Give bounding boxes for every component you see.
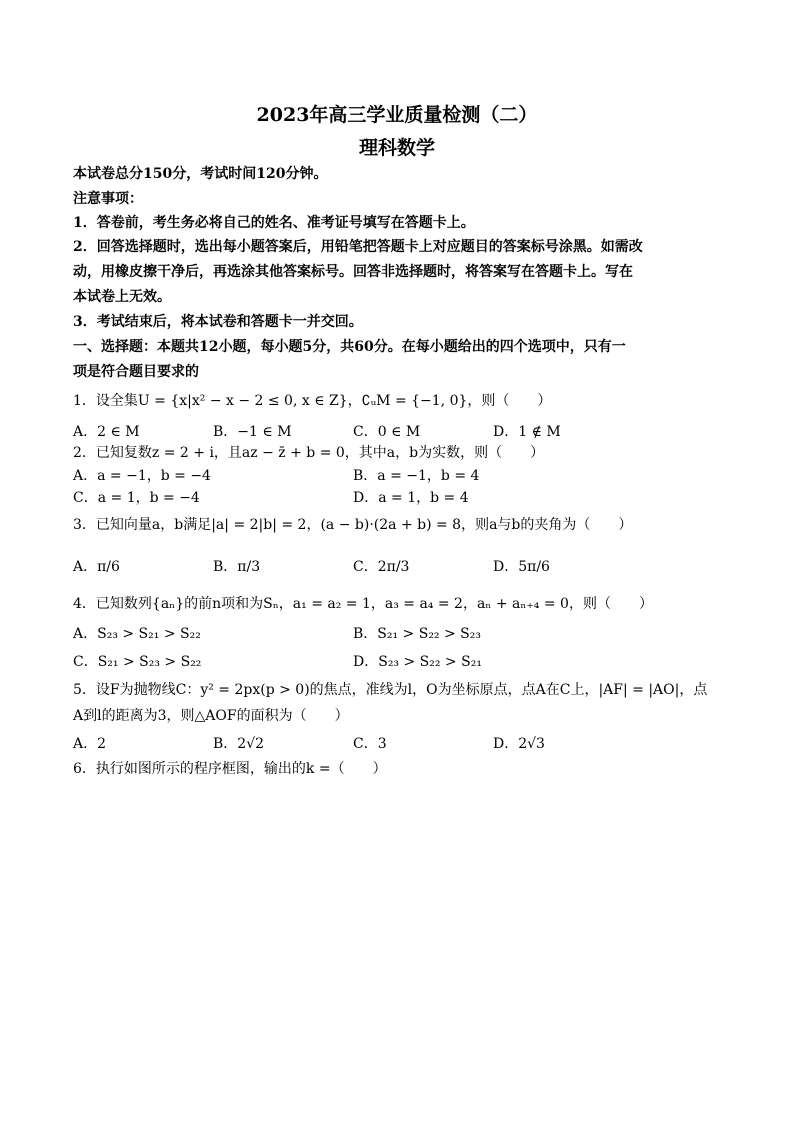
notice-title: 注意事项：	[73, 191, 143, 207]
note-3: 3．考试结束后，将本试卷和答题卡一并交回。	[73, 314, 363, 330]
question-3-option-d: D．5π/6	[493, 559, 550, 575]
question-2-option-d: D．a = 1，b = 4	[353, 490, 469, 506]
question-4-option-a: A．S₂₃ > S₂₁ > S₂₂	[73, 626, 201, 642]
question-4-option-d: D．S₂₃ > S₂₂ > S₂₁	[353, 654, 482, 670]
question-3-stem: 3．已知向量a，b满足|a| = 2|b| = 2，(a − b)·(2a + b) = 8，则a与b的夹角为（ ）	[73, 517, 633, 533]
question-6-stem: 6．执行如图所示的程序框图，输出的k =（ ）	[73, 761, 387, 777]
exam-info: 本试卷总分150分，考试时间120分钟。	[73, 166, 328, 182]
note-2-line-3: 本试卷上无效。	[73, 289, 171, 305]
note-1: 1．答卷前，考生务必将自己的姓名、准考证号填写在答题卡上。	[73, 215, 475, 231]
question-5-option-b: B．2√2	[213, 736, 265, 752]
question-5-option-c: C．3	[353, 736, 387, 752]
question-1-option-c: C．0 ∈ M	[353, 424, 421, 440]
question-1-stem: 1．设全集U = {x|x² − x − 2 ≤ 0, x ∈ Z}，∁ᵤM = {−1, 0}，则（ ）	[73, 393, 552, 409]
question-3-option-a: A．π/6	[73, 559, 120, 575]
note-2-line-2: 动，用橡皮擦干净后，再选涂其他答案标号。回答非选择题时，将答案写在答题卡上。写在	[73, 264, 633, 280]
exam-title: 2023年高三学业质量检测（二）	[256, 104, 538, 126]
question-2-stem: 2．已知复数z = 2 + i，且az − z̄ + b = 0，其中a，b为实数，则（ ）	[73, 445, 545, 461]
question-4-option-c: C．S₂₁ > S₂₃ > S₂₂	[73, 654, 202, 670]
exam-subtitle: 理科数学	[358, 137, 435, 159]
question-3-option-b: B．π/3	[213, 559, 261, 575]
question-1-option-d: D．1 ∉ M	[493, 424, 561, 440]
section-heading-line-1: 一、选择题：本题共12小题，每小题5分，共60分。在每小题给出的四个选项中，只有一	[73, 339, 626, 355]
question-5-stem-line-2: A到l的距离为3，则△AOF的面积为（ ）	[73, 708, 349, 724]
question-5-stem-line-1: 5．设F为抛物线C：y² = 2px(p > 0)的焦点，准线为l，O为坐标原点，点A在C上，|AF| = |AO|，点	[73, 682, 708, 698]
question-4-stem: 4．已知数列{aₙ}的前n项和为Sₙ，a₁ = a₂ = 1，a₃ = a₄ = 2，aₙ + aₙ₊₄ = 0，则（ ）	[73, 596, 653, 612]
question-2-option-b: B．a = −1，b = 4	[353, 468, 480, 484]
question-5-option-d: D．2√3	[493, 736, 545, 752]
note-2-line-1: 2．回答选择题时，选出每小题答案后，用铅笔把答题卡上对应题目的答案标号涂黑。如需改	[73, 239, 643, 255]
section-heading-line-2: 项是符合题目要求的	[73, 364, 199, 380]
question-1-option-a: A．2 ∈ M	[73, 424, 140, 440]
question-5-option-a: A．2	[73, 736, 107, 752]
question-2-option-a: A．a = −1，b = −4	[73, 468, 211, 484]
question-2-option-c: C．a = 1，b = −4	[73, 490, 200, 506]
question-1-option-b: B．−1 ∈ M	[213, 424, 292, 440]
question-3-option-c: C．2π/3	[353, 559, 410, 575]
question-4-option-b: B．S₂₁ > S₂₂ > S₂₃	[353, 626, 481, 642]
